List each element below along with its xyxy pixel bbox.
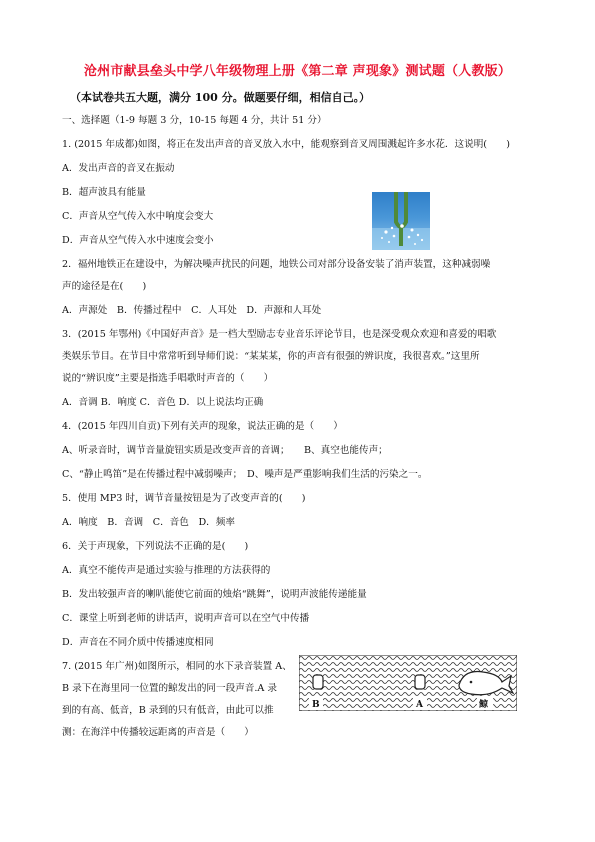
tuning-fork-in-water-image (372, 192, 430, 250)
question-5: 5．使用 MP3 时，调节音量按钮是为了改变声音的( ) (62, 493, 306, 504)
q3-options: A．音调 B．响度 C．音色 D．以上说法均正确 (62, 397, 264, 408)
recorder-a-label: A (416, 700, 423, 710)
question-3-cont: 类娱乐节目。在节目中常常听到导师们说：“某某某，你的声音有很强的辨识度，我很喜欢。”这里所 (62, 351, 480, 362)
whale-recorder-diagram (299, 655, 517, 711)
question-4: 4．(2015 年四川自贡)下列有关声的现象，说法正确的是（ ） (62, 421, 343, 432)
tuning-fork-icon (372, 192, 430, 250)
q6-option-a: A．真空不能传声是通过实验与推理的方法获得的 (62, 565, 271, 576)
q1-option-a: A．发出声音的音叉在振动 (62, 163, 175, 174)
q2-options: A．声源处 B．传播过程中 C．人耳处 D．声源和人耳处 (62, 305, 322, 316)
q4-options-cd: C、“静止鸣笛”是在传播过程中减弱噪声； D、噪声是严重影响我们生活的污染之一。 (62, 469, 428, 480)
q5-options: A．响度 B．音调 C．音色 D．频率 (62, 517, 235, 528)
question-1: 1. (2015 年成都)如图，将正在发出声音的音叉放入水中，能观察到音叉周围溅起许多水花．这说明( ) (62, 139, 510, 150)
q4-options-ab: A、听录音时，调节音量旋钮实质是改变声音的音调； B、真空也能传声； (62, 445, 388, 456)
q1-option-c: C．声音从空气传入水中响度会变大 (62, 211, 214, 222)
question-2-cont: 声的途径是在( ) (62, 281, 147, 292)
q1-option-b: B．超声波具有能量 (62, 187, 146, 198)
q6-option-c: C．课堂上听到老师的讲话声，说明声音可以在空气中传播 (62, 613, 310, 624)
exam-note: （本试卷共五大题，满分 100 分。做题要仔细，相信自己。） (70, 91, 371, 104)
question-3: 3．(2015 年鄂州)《中国好声音》是一档大型励志专业音乐评论节目，也是深受观众欢迎和喜爱的唱歌 (62, 329, 497, 340)
question-6: 6．关于声现象，下列说法不正确的是( ) (62, 541, 249, 552)
question-7-cont: B 录下在海里同一位置的鲸发出的同一段声音.A 录 (62, 683, 278, 694)
q6-option-d: D．声音在不同介质中传播速度相同 (62, 637, 214, 648)
q6-option-b: B．发出较强声音的喇叭能使它前面的烛焰“跳舞”，说明声波能传递能量 (62, 589, 367, 600)
recorder-b-label: B (312, 700, 320, 710)
section-heading: 一、选择题（1-9 每题 3 分，10-15 每题 4 分，共计 51 分） (62, 115, 327, 126)
q1-option-d: D．声音从空气传入水中速度会变小 (62, 235, 214, 246)
underwater-recording-figure (299, 655, 517, 711)
question-7-cont: 测：在海洋中传播较远距离的声音是（ ） (62, 727, 254, 738)
question-2: 2．福州地铁正在建设中，为解决噪声扰民的问题，地铁公司对部分设备安装了消声装置，这种减弱噪 (62, 259, 491, 270)
question-7-cont: 到的有高、低音，B 录到的只有低音，由此可以推 (62, 705, 274, 716)
page-title: 沧州市献县垒头中学八年级物理上册《第二章 声现象》测试题（人教版） (83, 64, 512, 79)
question-7: 7. (2015 年广州)如图所示，相同的水下录音装置 A、 (62, 661, 292, 672)
whale-label: 鲸 (479, 700, 489, 710)
question-3-cont: 说的“辨识度”主要是指选手唱歌时声音的（ ） (62, 373, 274, 384)
